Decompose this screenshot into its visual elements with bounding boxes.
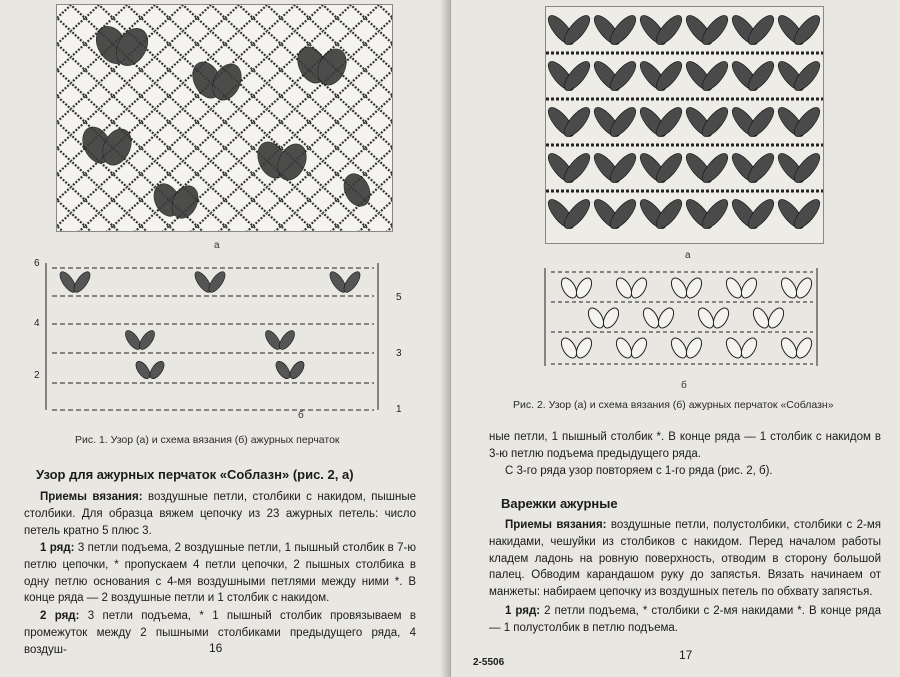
fig1-row-5: 5 bbox=[396, 292, 402, 303]
right-paragraph-row1 bbox=[489, 603, 881, 637]
section-heading-mittens: Варежки ажурные bbox=[501, 496, 618, 511]
right-paragraph-techniques bbox=[489, 517, 881, 601]
left-row1-label: 1 ряд: bbox=[40, 542, 75, 554]
page-number-left: 16 bbox=[209, 641, 223, 655]
fig1-photo-drawing bbox=[57, 5, 392, 231]
left-row2-label: 2 ряд: bbox=[40, 610, 80, 622]
right-paragraph-repeat bbox=[489, 463, 881, 480]
fig2-label-b: б bbox=[681, 380, 687, 391]
fig1-row-6: 6 bbox=[34, 258, 40, 269]
right-techniques-label: Приемы вязания: bbox=[505, 519, 607, 531]
right-techniques-text: воздушные петли, полустолбики, столбики с 2-мя накидами, чешуйки из столбиков с накидом. Перед началом работы кладем ладонь на ровную поверхность, отводим в сторону большой палец. Обводим карандашом руку до запястья. Вязать начинаем от манжеты: набираем цепочку из воздушных петель по обхвату запястья. bbox=[489, 519, 881, 599]
right-paragraph-continued bbox=[489, 429, 881, 463]
right-row1-text: 2 петли подъема, * столбики с 2-мя накидами *. В конце ряда — 1 полустолбик в петлю подъема. bbox=[489, 605, 881, 634]
fig1-label-b: б bbox=[298, 410, 304, 421]
fig2-scheme bbox=[539, 262, 829, 377]
fig2-photo-lace-pattern bbox=[545, 6, 824, 244]
section-heading-sobl: Узор для ажурных перчаток «Соблазн» (рис. 2, а) bbox=[36, 467, 354, 482]
fig1-scheme bbox=[38, 258, 388, 418]
right-repeat-text: С 3-го ряда узор повторяем с 1-го ряда (рис. 2, б). bbox=[505, 465, 773, 477]
fig1-label-a: а bbox=[214, 240, 220, 251]
left-techniques-text: воздушные петли, столбики с накидом, пышные столбики. Для образца вяжем цепочку из 23 ажурных петель: число петель кратно 5 плюс 3. bbox=[24, 491, 416, 537]
fig2-photo-drawing bbox=[546, 7, 823, 243]
fig2-label-a: а bbox=[685, 250, 691, 261]
right-continued-text: ные петли, 1 пышный столбик *. В конце ряда — 1 столбик с накидом в 3-ю петлю подъема предыдущего ряда. bbox=[489, 431, 881, 460]
left-techniques-label: Приемы вязания: bbox=[40, 491, 143, 503]
left-paragraph-row1 bbox=[24, 540, 416, 607]
left-row2-text: 3 петли подъема, * 1 пышный столбик провязываем в промежуток между 2 пышными столбиками предыдущего ряда, 4 воздуш- bbox=[24, 610, 416, 656]
left-row1-text: 3 петли подъема, 2 воздушные петли, 1 пышный столбик в 7-ю петлю цепочки, * пропускаем 4 петли цепочки, 2 пышных столбика в одну петлю основания с 4-мя воздушными петлями между ними *. В конце ряда — 2 воздушные петли и 1 столбик с накидом. bbox=[24, 542, 417, 605]
printer-signature: 2-5506 bbox=[473, 657, 505, 668]
fig1-row-3: 3 bbox=[396, 348, 402, 359]
fig1-caption: Рис. 1. Узор (а) и схема вязания (б) ажурных перчаток bbox=[75, 434, 340, 446]
right-page bbox=[451, 0, 900, 677]
page-number-right: 17 bbox=[679, 648, 693, 662]
right-row1-label: 1 ряд: bbox=[505, 605, 541, 617]
fig1-photo-openwork-mesh bbox=[56, 4, 393, 232]
fig1-row-4: 4 bbox=[34, 318, 40, 329]
fig1-row-1: 1 bbox=[396, 404, 402, 415]
left-paragraph-techniques bbox=[24, 489, 416, 539]
left-page bbox=[0, 0, 449, 677]
fig2-caption: Рис. 2. Узор (а) и схема вязания (б) ажурных перчаток «Соблазн» bbox=[513, 399, 834, 411]
fig1-row-2: 2 bbox=[34, 370, 40, 381]
